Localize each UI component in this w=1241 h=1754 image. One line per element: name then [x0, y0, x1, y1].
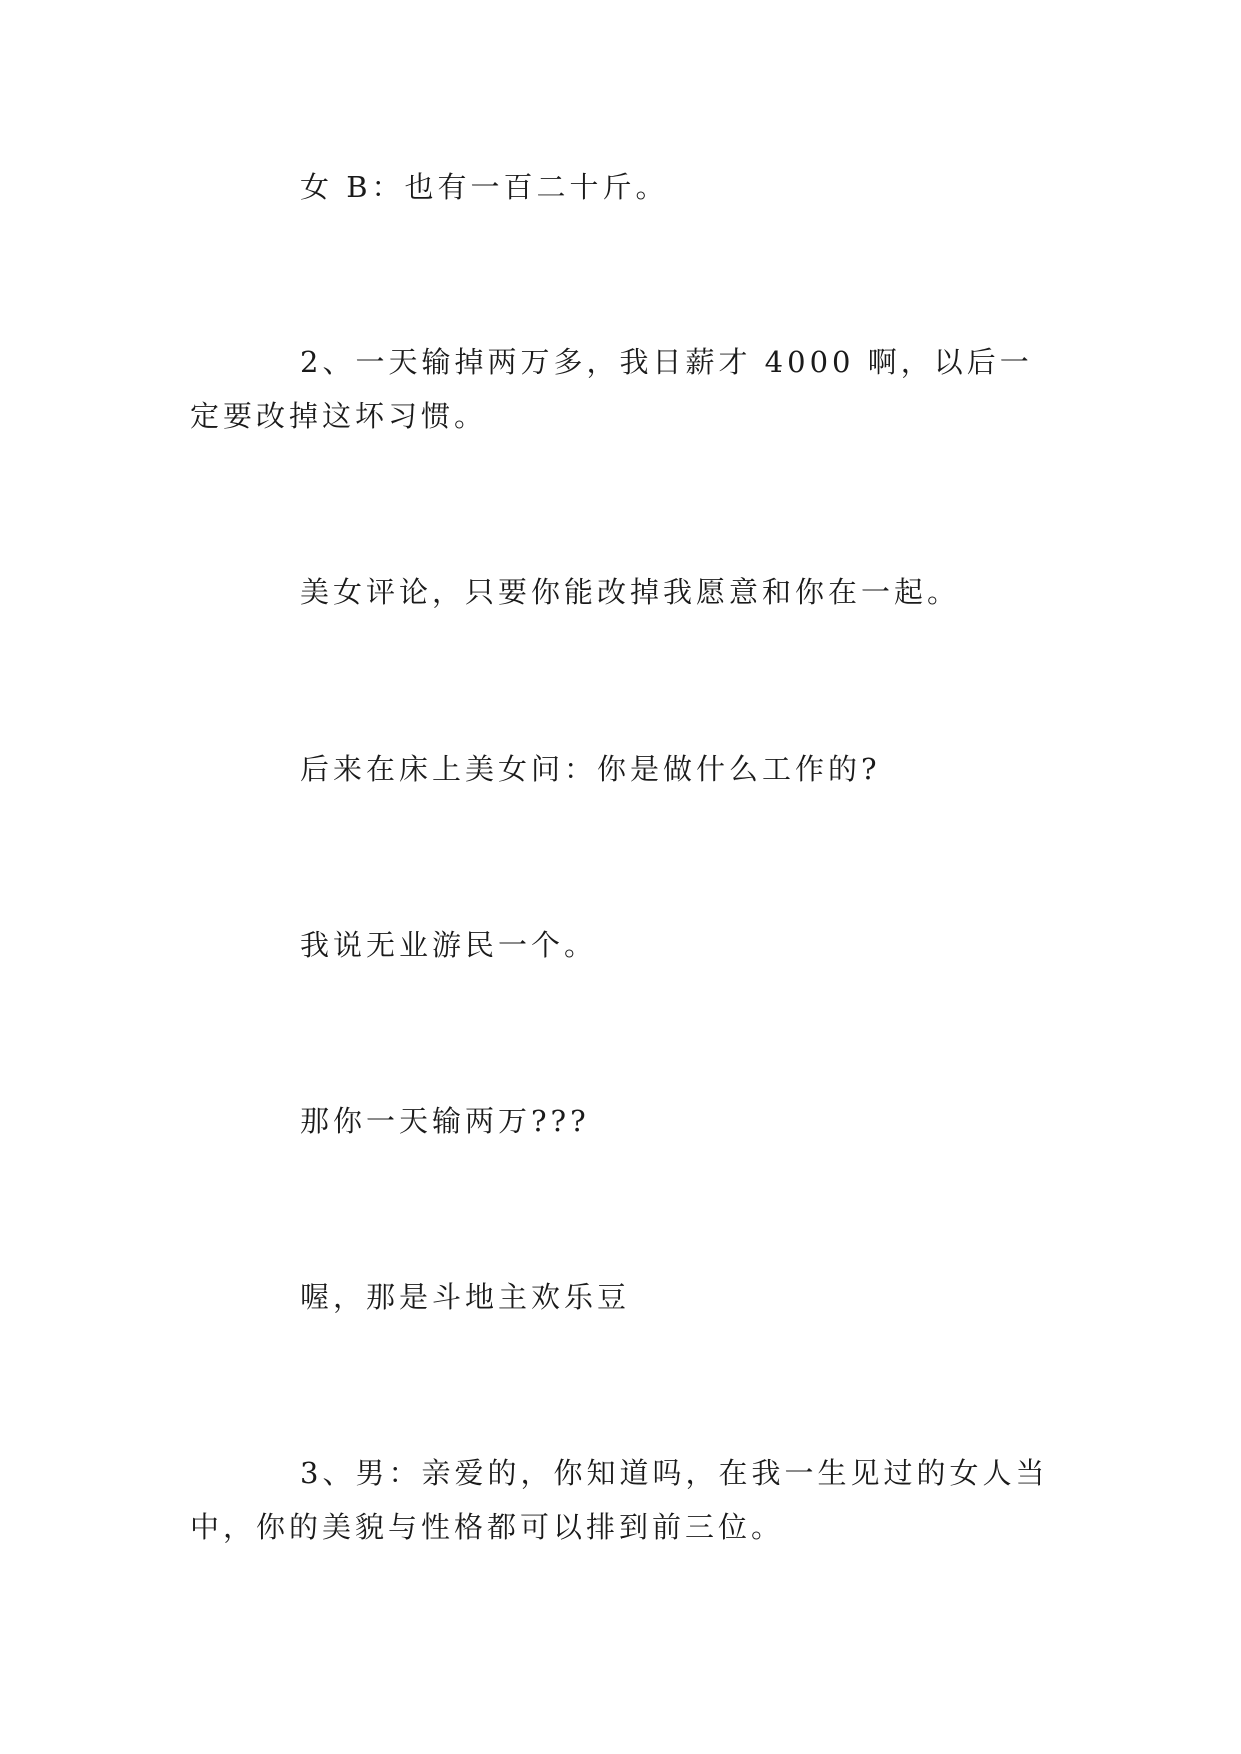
paragraph-8: 3、男：亲爱的，你知道吗，在我一生见过的女人当中，你的美貌与性格都可以排到前三位。: [190, 1456, 1049, 1544]
paragraph-3: 美女评论，只要你能改掉我愿意和你在一起。: [300, 575, 961, 609]
paragraph-6: 那你一天输两万???: [300, 1104, 590, 1138]
paragraph-2: 2、一天输掉两万多，我日薪才 4000 啊，以后一定要改掉这坏习惯。: [190, 345, 1033, 433]
paragraph-7: 喔，那是斗地主欢乐豆: [300, 1280, 631, 1314]
paragraph-4: 后来在床上美女问：你是做什么工作的?: [300, 752, 881, 786]
paragraph-5: 我说无业游民一个。: [300, 928, 598, 962]
paragraph-1: 女 B：也有一百二十斤。: [300, 170, 669, 204]
